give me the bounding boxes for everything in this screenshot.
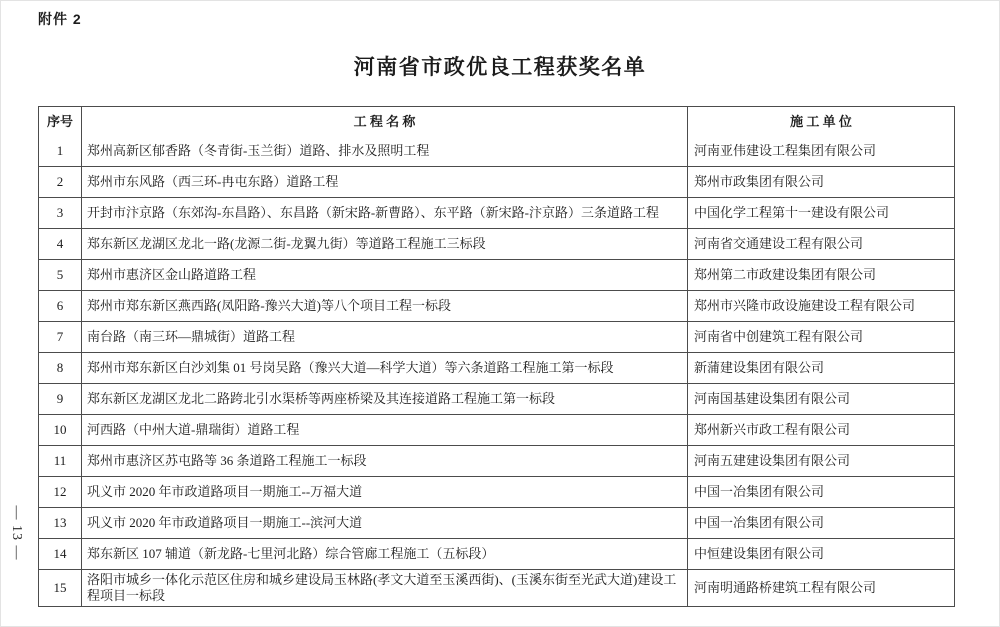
cell-index: 12 [53,484,67,499]
cell-project-name: 郑州市郑东新区燕西路(凤阳路-豫兴大道)等八个项目工程一标段 [81,291,688,321]
col-header-project-name: 工 程 名 称 [81,107,688,136]
cell-project-name: 郑州高新区郁香路（冬青街-玉兰街）道路、排水及照明工程 [81,136,688,166]
table-row [39,383,954,414]
cell-index: 11 [53,453,67,468]
cell-index: 15 [53,580,67,595]
col-header-construction-unit: 施 工 单 位 [790,113,852,129]
cell-index: 7 [56,329,64,344]
cell-index: 5 [56,267,64,282]
cell-construction-unit: 郑州新兴市政工程有限公司 [694,422,851,437]
cell-index: 1 [56,143,64,158]
cell-construction-unit: 中国一冶集团有限公司 [694,515,825,530]
cell-project-name: 南台路（南三环—鼎城街）道路工程 [81,322,688,352]
cell-construction-unit: 中国一冶集团有限公司 [694,484,825,499]
cell-project-name: 郑州市郑东新区白沙刘集 01 号岗吴路（豫兴大道—科学大道）等六条道路工程施工第一标段 [81,353,688,383]
page-title: 河南省市政优良工程获奖名单 [353,56,647,79]
table-row [39,476,954,507]
cell-project-name: 河西路（中州大道-鼎瑞街）道路工程 [81,415,688,445]
cell-index: 2 [56,174,64,189]
cell-construction-unit: 郑州市兴隆市政设施建设工程有限公司 [694,298,916,313]
table-row [39,445,954,476]
cell-index: 3 [56,205,64,220]
cell-index: 4 [56,236,64,251]
cell-project-name: 巩义市 2020 年市政道路项目一期施工--滨河大道 [81,508,688,538]
table-row [39,414,954,445]
table-row [39,352,954,383]
cell-construction-unit: 河南明通路桥建筑工程有限公司 [694,580,877,595]
cell-project-name: 郑东新区 107 辅道（新龙路-七里河北路）综合管廊工程施工（五标段） [81,539,688,569]
cell-construction-unit: 河南五建建设集团有限公司 [694,453,851,468]
table-row [39,569,954,606]
table-row [39,507,954,538]
col-header-index: 序号 [46,113,73,129]
cell-project-name: 郑州市东风路（西三环-冉屯东路）道路工程 [81,167,688,197]
cell-index: 13 [53,515,67,530]
awards-table [38,106,955,607]
table-body [39,136,954,606]
cell-construction-unit: 河南亚伟建设工程集团有限公司 [694,143,877,158]
table-row [39,321,954,352]
cell-construction-unit: 中恒建设集团有限公司 [694,546,825,561]
table-header-row [39,107,954,136]
table-row [39,538,954,569]
cell-project-name: 郑东新区龙湖区龙北一路(龙源二街-龙翼九街）等道路工程施工三标段 [81,229,688,259]
cell-project-name: 开封市汴京路（东郊沟-东昌路）、东昌路（新宋路-新曹路）、东平路（新宋路-汴京路）三条道路工程 [81,198,688,228]
table-row [39,197,954,228]
cell-project-name: 郑州市惠济区金山路道路工程 [81,260,688,290]
table-row [39,166,954,197]
cell-index: 6 [56,298,64,313]
cell-index: 14 [53,546,67,561]
cell-construction-unit: 郑州第二市政建设集团有限公司 [694,267,877,282]
attachment-label: 附件 2 [38,11,82,27]
cell-construction-unit: 郑州市政集团有限公司 [694,174,825,189]
cell-construction-unit: 新蒲建设集团有限公司 [694,360,825,375]
cell-construction-unit: 河南省交通建设工程有限公司 [694,236,864,251]
cell-project-name: 巩义市 2020 年市政道路项目一期施工--万福大道 [81,477,688,507]
table-row [39,259,954,290]
cell-construction-unit: 河南国基建设集团有限公司 [694,391,851,406]
cell-construction-unit: 中国化学工程第十一建设有限公司 [694,205,890,220]
cell-index: 9 [56,391,64,406]
table-row [39,290,954,321]
cell-construction-unit: 河南省中创建筑工程有限公司 [694,329,864,344]
cell-index: 8 [56,360,64,375]
cell-project-name: 洛阳市城乡一体化示范区住房和城乡建设局玉林路(孝文大道至玉溪西街)、(玉溪东街至光武大道)建设工程项目一标段 [81,570,688,606]
table-row [39,136,954,166]
cell-project-name: 郑东新区龙湖区龙北二路跨北引水渠桥等两座桥梁及其连接道路工程施工第一标段 [81,384,688,414]
cell-index: 10 [53,422,67,437]
page-number: — 13 — [9,505,24,561]
table-row [39,228,954,259]
cell-project-name: 郑州市惠济区苏屯路等 36 条道路工程施工一标段 [81,446,688,476]
